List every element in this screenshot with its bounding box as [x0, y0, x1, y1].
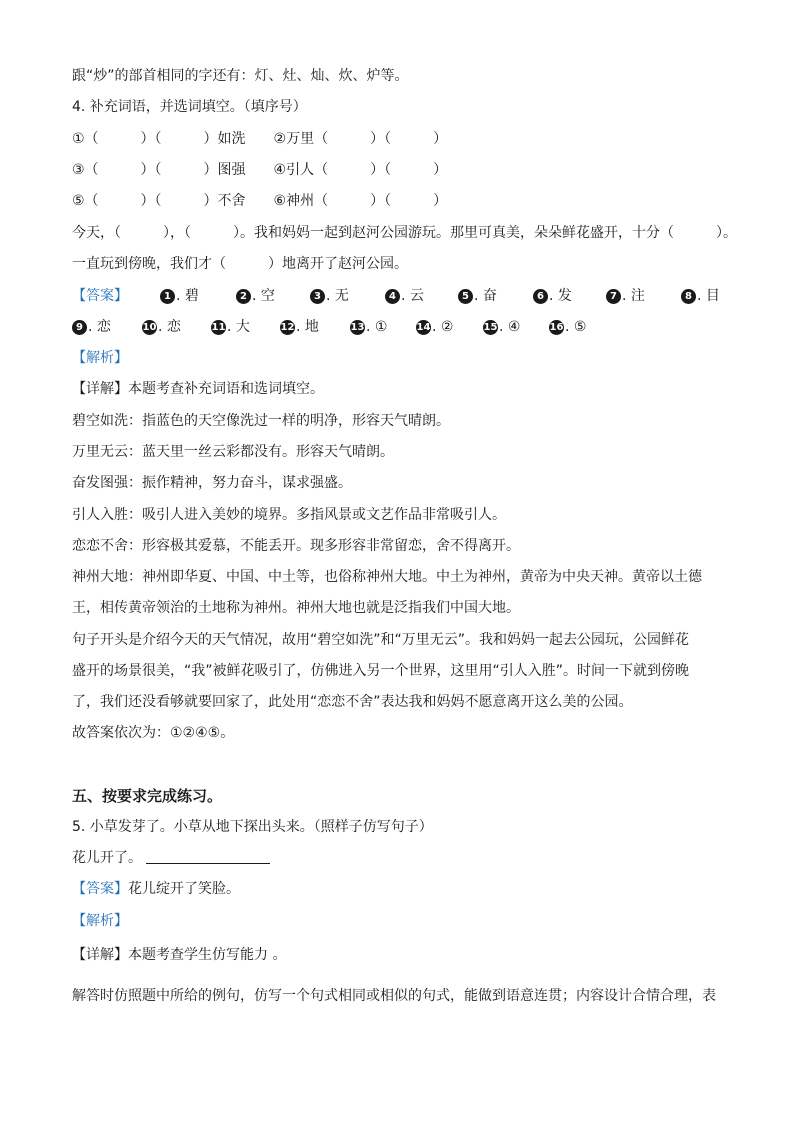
- answer-text: . ②: [432, 319, 454, 335]
- answer-item: [280, 317, 319, 337]
- answer-item: [606, 286, 645, 306]
- explain-6a: 神州大地：神州即华夏、中国、中土等，也俗称神州大地。中土为神州，黄帝为中央天神。黄帝以土德: [72, 569, 702, 585]
- answer-text: . 地: [296, 319, 319, 335]
- answer-item: [458, 286, 497, 306]
- explain-4: 引人入胜：吸引人进入美妙的境界。多指风景或文艺作品非常吸引人。: [72, 507, 506, 523]
- question-5-prompt-text: 花儿开了。: [72, 850, 142, 866]
- answer-number-badge: 7: [606, 289, 621, 304]
- answer-number-badge: 10: [142, 322, 157, 333]
- answer-item: [549, 317, 586, 337]
- question-5-explain: 解答时仿照题中所给的例句，仿写一个句式相同或相似的句式，能做到语意连贯；内容设计合情合理，表: [72, 988, 716, 1004]
- answer-text: . 注: [622, 288, 645, 304]
- answer-text: . 无: [326, 288, 349, 304]
- answer-tag: 【答案】: [72, 288, 128, 304]
- explain-1: 碧空如洗：指蓝色的天空像洗过一样的明净，形容天气晴朗。: [72, 413, 450, 429]
- answer-tag-5: 【答案】: [72, 881, 128, 897]
- answers-row-2: [0, 317, 794, 337]
- question-5-title: 5. 小草发芽了。小草从地下探出头来。（照样子仿写句子）: [72, 819, 433, 835]
- answer-item: [533, 286, 572, 306]
- answer-text: . 目: [697, 288, 720, 304]
- question-5-answer: [72, 879, 240, 899]
- explain-6b: 王，相传黄帝领治的土地称为神州。神州大地也就是泛指我们中国大地。: [72, 600, 520, 616]
- answer-text: . ①: [366, 319, 388, 335]
- answers-row-1: [0, 286, 794, 306]
- answer-text: . 云: [401, 288, 424, 304]
- question-4-row-1: ①（ ）（ ）如洗 ②万里（ ）（ ）: [72, 131, 448, 147]
- question-4-sentence-1: 今天，（ ），（ ）。我和妈妈一起到赵河公园游玩。那里可真美，朵朵鲜花盛开，十分（ ）。: [72, 225, 737, 241]
- answer-number-badge: 3: [310, 289, 325, 304]
- answer-number-badge: 13: [350, 322, 365, 333]
- explain-7a: 句子开头是介绍今天的天气情况，故用“碧空如洗”和“万里无云”。我和妈妈一起去公园玩，公园鲜花: [72, 632, 690, 648]
- answer-text: . 碧: [176, 288, 199, 304]
- answer-number-badge: 4: [385, 289, 400, 304]
- question-4-title: 4. 补充词语，并选词填空。（填序号）: [72, 99, 307, 115]
- answer-number-badge: 1: [160, 289, 175, 304]
- answer-number-badge: 15: [483, 322, 498, 333]
- answer-item: [416, 317, 453, 337]
- analysis-tag-5: 【解析】: [72, 913, 128, 929]
- answer-number-badge: 8: [681, 289, 696, 304]
- answer-item: [385, 286, 424, 306]
- answer-item: [211, 317, 250, 337]
- explain-5: 恋恋不舍：形容极其爱慕，不能丢开。现多形容非常留恋，舍不得离开。: [72, 538, 520, 554]
- answer-number-badge: 2: [236, 289, 251, 304]
- line-radical: 跟“炒”的部首相同的字还有：灯、灶、灿、炊、炉等。: [72, 68, 409, 84]
- explain-2: 万里无云：蓝天里一丝云彩都没有。形容天气晴朗。: [72, 444, 394, 460]
- answer-item: [681, 286, 720, 306]
- answer-text: . 大: [227, 319, 250, 335]
- question-4-row-3: ⑤（ ）（ ）不舍 ⑥神州（ ）（ ）: [72, 193, 448, 209]
- answer-number-badge: 9: [72, 320, 87, 335]
- answer-item: [350, 317, 387, 337]
- answer-item: [72, 317, 111, 337]
- answer-text: . ④: [499, 319, 521, 335]
- answer-item: [483, 317, 520, 337]
- answer-number-badge: 5: [458, 289, 473, 304]
- answer-text: . 发: [549, 288, 572, 304]
- answer-number-badge: 16: [549, 322, 564, 333]
- answer-item: [236, 286, 275, 306]
- detail-text: 本题考查补充词语和选词填空。: [128, 381, 324, 397]
- section-5-title: 五、按要求完成练习。: [72, 787, 223, 805]
- question-4-sentence-2: 一直玩到傍晚，我们才（ ）地离开了赵河公园。: [72, 256, 408, 272]
- analysis-tag: 【解析】: [72, 350, 128, 366]
- explain-3: 奋发图强：振作精神，努力奋斗，谋求强盛。: [72, 475, 352, 491]
- question-5-detail-text: 本题考查学生仿写能力 。: [128, 947, 287, 963]
- answer-item: [142, 317, 181, 337]
- answer-text: . 恋: [88, 319, 111, 335]
- answer-number-badge: 6: [533, 289, 548, 304]
- question-4-row-2: ③（ ）（ ）图强 ④引人（ ）（ ）: [72, 162, 448, 178]
- detail-tag: 【详解】: [72, 381, 128, 397]
- answer-item: [160, 286, 199, 306]
- answer-text: . ⑤: [565, 319, 587, 335]
- explain-7c: 了，我们还没看够就要回家了，此处用“恋恋不舍”表达我和妈妈不愿意离开这么美的公园。: [72, 694, 633, 710]
- answer-number-badge: 14: [416, 322, 431, 333]
- answer-item: [310, 286, 349, 306]
- question-5-detail: [72, 945, 286, 965]
- question-5-answer-text: 花儿绽开了笑脸。: [128, 881, 240, 897]
- explain-final: 故答案依次为：①②④⑤。: [72, 725, 235, 741]
- explain-7b: 盛开的场景很美，“我”被鲜花吸引了，仿佛进入另一个世界，这里用“引人入胜”。时间一下就到傍晚: [72, 663, 690, 679]
- answer-number-badge: 11: [211, 322, 226, 333]
- detail-tag-5: 【详解】: [72, 947, 128, 963]
- answer-text: . 恋: [158, 319, 181, 335]
- question-5-prompt: [72, 848, 270, 868]
- answer-number-badge: 12: [280, 322, 295, 333]
- detail-line: [72, 379, 324, 399]
- answer-blank: [146, 862, 270, 864]
- answer-text: . 空: [252, 288, 275, 304]
- answer-text: . 奋: [474, 288, 497, 304]
